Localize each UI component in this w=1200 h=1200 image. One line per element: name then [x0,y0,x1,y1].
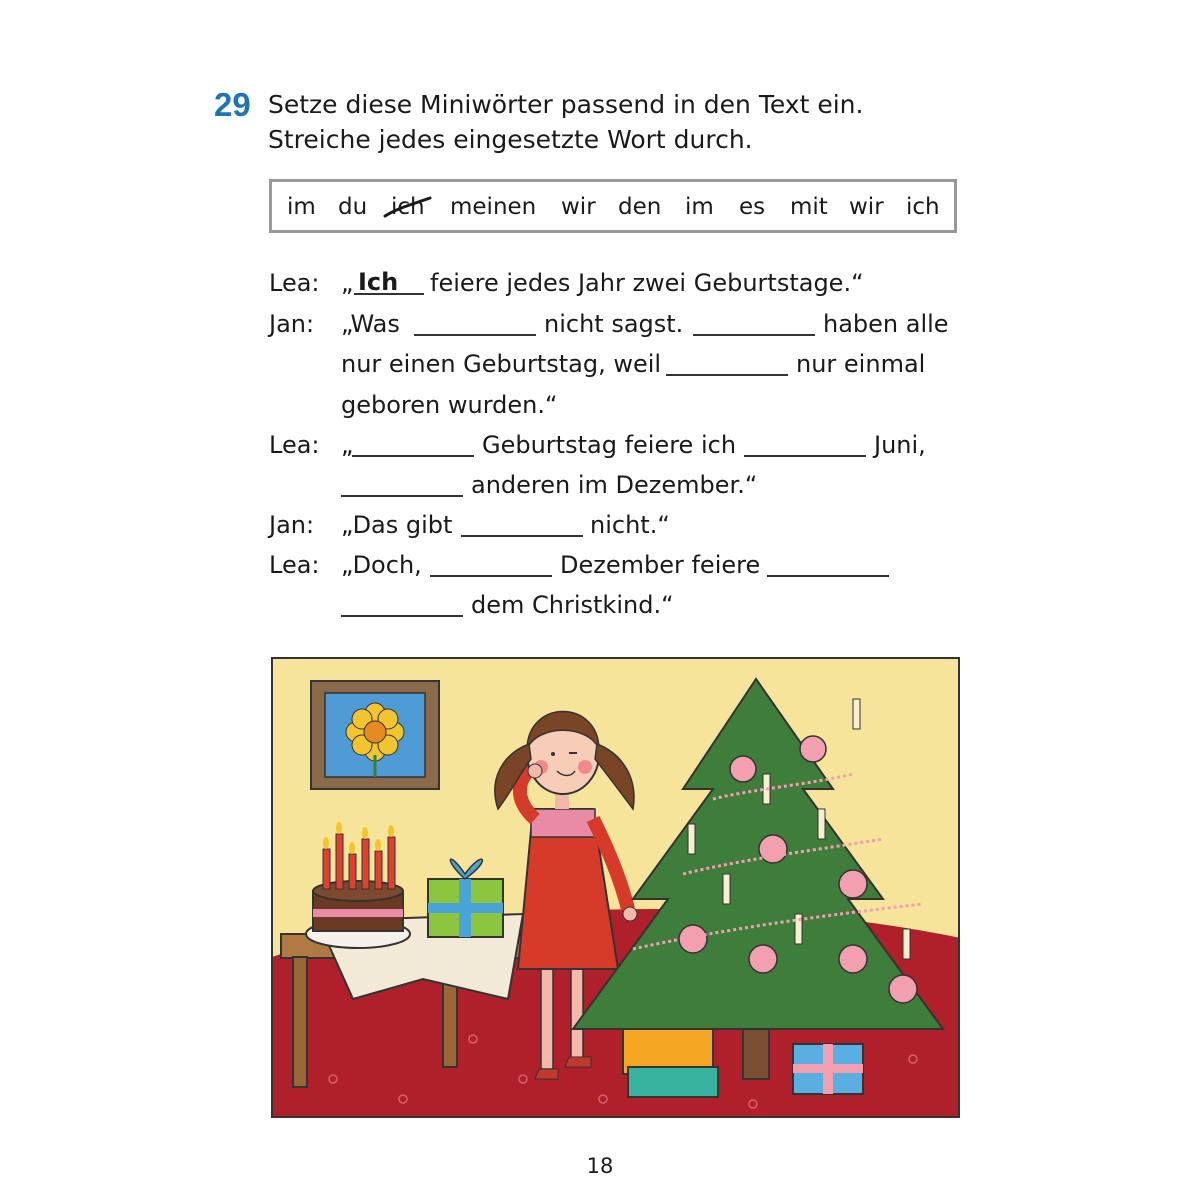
page-number: 18 [586,1154,614,1178]
dialogue-text: nur einen Geburtstag, weil [341,350,662,378]
opening-quote: „ [341,269,354,297]
speaker-lea: Lea: [269,551,320,579]
word-chip-crossed[interactable]: ich [391,194,425,220]
dialogue-text: anderen im Dezember.“ [471,471,758,499]
task-number: 29 [214,86,251,123]
dialogue-text: nur einmal [796,350,926,378]
word-chip[interactable]: im [685,194,714,220]
dialogue-text: „Doch, [341,551,422,579]
answer-blank[interactable] [430,575,552,577]
dialogue-text: haben alle [823,310,949,338]
word-chip[interactable]: ich [906,194,940,220]
word-chip[interactable]: im [287,194,316,220]
word-chip[interactable]: meinen [450,194,537,220]
word-chip[interactable]: mit [790,194,828,220]
instruction-line-1: Setze diese Miniwörter passend in den Text ein. [268,90,864,119]
filled-answer: Ich [358,268,399,296]
answer-blank[interactable] [767,575,889,577]
opening-quote: „ [341,431,354,459]
word-chip[interactable]: wir [849,194,884,220]
sunflower-picture-icon [311,681,439,789]
speaker-jan: Jan: [269,511,315,539]
dialogue-text: nicht.“ [590,511,670,539]
speaker-jan: Jan: [269,310,315,338]
word-box [269,179,957,233]
answer-blank[interactable] [461,535,583,537]
speaker-lea: Lea: [269,269,320,297]
dialogue-text: dem Christkind.“ [471,591,674,619]
christmas-birthday-illustration [271,657,960,1118]
instruction-line-2: Streiche jedes eingesetzte Wort durch. [268,125,753,154]
word-chip[interactable]: du [338,194,368,220]
answer-blank[interactable] [341,615,463,617]
word-chip[interactable]: wir [561,194,596,220]
word-chip[interactable]: es [739,194,766,220]
dialogue-text: Geburtstag feiere ich [482,431,737,459]
dialogue-text: geboren wurden.“ [341,391,558,419]
answer-blank[interactable] [744,455,866,457]
answer-blank[interactable] [666,374,788,376]
answer-blank[interactable] [693,334,815,336]
dialogue-text: Dezember feiere [560,551,761,579]
answer-blank[interactable] [352,455,474,457]
answer-blank[interactable] [414,334,536,336]
dialogue-text: Juni, [874,431,926,459]
word-chip[interactable]: den [618,194,662,220]
dialogue-text: „Was [341,310,400,338]
strike-through-mark [383,196,433,220]
speaker-lea: Lea: [269,431,320,459]
dialogue-text: feiere jedes Jahr zwei Geburtstage.“ [430,269,864,297]
dialogue-text: „Das gibt [341,511,453,539]
answer-blank[interactable] [341,495,463,497]
dialogue-text: nicht sagst. [544,310,684,338]
